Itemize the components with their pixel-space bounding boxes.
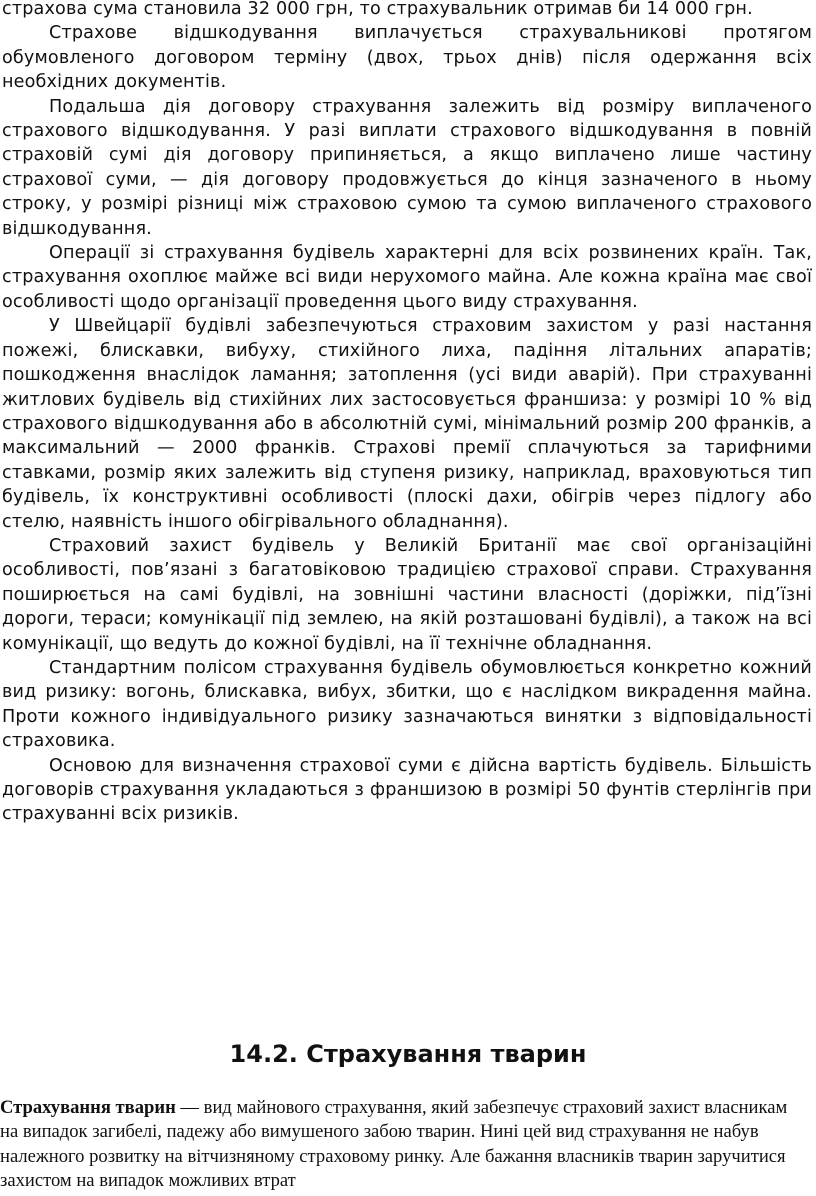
section-heading: 14.2. Страхування тварин — [229, 1040, 587, 1068]
paragraph-compensation-timing: Страхове відшкодування виплачується страхувальникові протягом обумовленого договором терміну (двох, трьох днів) після одержання всіх необхідних документів. — [2, 23, 812, 93]
paragraph-great-britain: Страховий захист будівель у Великій Британії має свої організаційні особливості, пов’язані з багатовіковою традицією страхової справи. Страхування поширюється на самі будівлі, на зовнішні частини власності (доріжки, під’їзні дороги, тераси; комунікації під землею, на якій розташовані будівлі), а також на всі комунікації, що ведуть до кожної будівлі, на її технічне обладнання. — [2, 535, 812, 654]
paragraph-building-insurance: Операції зі страхування будівель характерні для всіх розвинених країн. Так, страхування охоплює майже всі види нерухомого майна. Але кожна країна має свої особливості щодо організації проведення цього виду страхування. — [2, 243, 812, 312]
paragraph-switzerland: У Швейцарії будівлі забезпечуються страховим захистом у разі настання пожежі, блискавки, вибуху, стихійного лиха, падіння літальних апаратів; пошкодження внаслідок ламання; затоплення (усі види аварій). При страхуванні житлових будівель від стихійних лих застосовується франшиза: у розмірі 10 % від страхового відшкодування або в абсолютній сумі, мінімальний розмір 200 франків, а максимальний — 2000 франків. Страхові премії сплачуються за тарифними ставками, розмір яких залежить від ступеня ризику, наприклад, враховуються тип будівель, їх конструктивні особливості (плоскі дахи, обігрів через підлогу або стелю, наявність іншого обігрівального обладнання). — [2, 316, 812, 532]
paragraph-contract-continuation: Подальша дія договору страхування залежить від розміру виплаченого страхового відшкодування. У разі виплати страхового відшкодування в повній страховій сумі дія договору припиняється, а якщо виплачено лише частину страхової суми, — дія договору продовжується до кінця зазначеного в ньому строку, у розмірі різниці між страховою сумою та сумою виплаченого страхового відшкодування. — [2, 96, 812, 239]
paragraph-sum-insured: Основою для визначення страхової суми є дійсна вартість будівель. Більшість договорів страхування укладаються з франшизою в розмірі 50 фунтів стерлінгів при страхуванні всіх ризиків. — [2, 755, 812, 825]
paragraph-standard-policy: Стандартним полісом страхування будівель обумовлюється конкретно кожний вид ризику: вогонь, блискавка, вибух, збитки, що є наслідком викрадення майна. Проти кожного індивідуального ризику зазначаються винятки з відповідальності страховика. — [2, 657, 812, 752]
definition-text: — вид майнового страхування, який забезпечує страховий захист власникам на випадок загибелі, падежу або вимушеного забою тварин. Нині цей вид страхування не набув належного розвитку на вітчизняному страховому ринку. Але бажання власників тварин заручитися захистом на випадок можливих втрат — [0, 1097, 788, 1191]
paragraph-continuation: страхова сума становила 32 000 грн, то страхувальник отримав би 14 000 грн. — [2, 0, 753, 19]
definition-term: Страхування тварин — [0, 1097, 176, 1118]
body-text — [2, 0, 812, 827]
definition-paragraph — [0, 1096, 800, 1193]
